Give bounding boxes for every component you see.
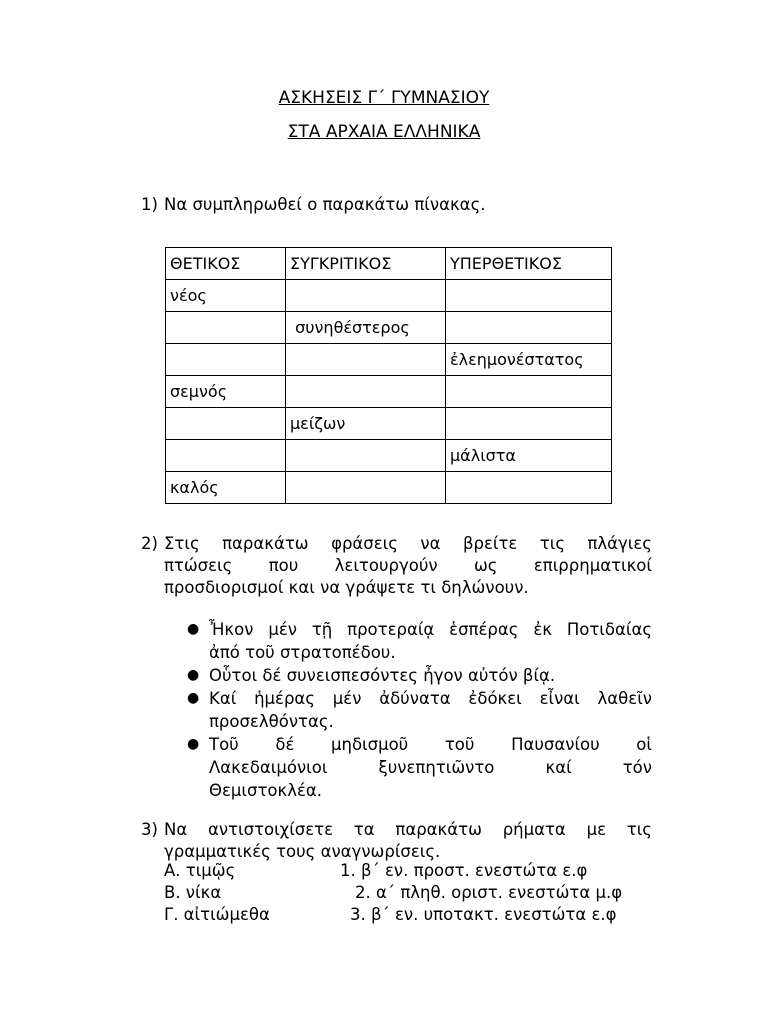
table-cell (446, 376, 612, 408)
table-cell: καλός (166, 472, 286, 504)
table-cell: μείζων (286, 408, 446, 440)
list-item-line: ἀπό τοῦ στρατοπέδου. (209, 643, 396, 662)
table-cell (286, 376, 446, 408)
table-header-cell: ΘΕΤΙΚΟΣ (166, 248, 286, 280)
table-cell: μάλιστα (446, 440, 612, 472)
table-cell (166, 408, 286, 440)
bullet-icon: ● (187, 736, 200, 752)
verb-item: Α. τιμῷς (164, 861, 236, 880)
question-1-text: Να συμπληρωθεί ο παρακάτω πίνακας. (164, 195, 486, 214)
table-row (166, 408, 612, 440)
question-3-line-1: Να αντιστοιχίσετε τα παρακάτω ρήματα με τις (164, 820, 652, 839)
table-cell (166, 312, 286, 344)
title-line-1: ΑΣΚΗΣΕΙΣ Γ΄ ΓΥΜΝΑΣΙΟΥ (278, 88, 490, 108)
title-line-2: ΣΤΑ ΑΡΧΑΙΑ ΕΛΛΗΝΙΚΑ (287, 122, 481, 142)
match-row (164, 904, 664, 926)
grammar-item: 2. α΄ πληθ. οριστ. ενεστώτα μ.φ (355, 883, 623, 902)
comparison-table (165, 247, 612, 504)
matching-pairs (164, 860, 664, 926)
list-item-line: Ἦκον μέν τῇ προτεραίᾳ ἑσπέρας ἐκ Ποτιδαίας (209, 620, 652, 639)
grammar-item: 3. β΄ εν. υποτακτ. ενεστώτα ε.φ (350, 905, 617, 924)
table-row (166, 440, 612, 472)
table-cell (446, 312, 612, 344)
question-2-number: 2) (141, 534, 158, 553)
match-row (164, 882, 664, 904)
list-item (185, 733, 652, 802)
question-1-number: 1) (141, 195, 158, 214)
table-cell (286, 440, 446, 472)
phrase-list (185, 618, 652, 802)
table-cell (446, 472, 612, 504)
table-cell: σεμνός (166, 376, 286, 408)
bullet-icon: ● (187, 667, 200, 683)
verb-item: Β. νίκα (164, 883, 222, 902)
bullet-icon: ● (187, 690, 200, 706)
table-cell (286, 472, 446, 504)
table-cell: νέος (166, 280, 286, 312)
list-item (185, 618, 652, 664)
table-row (166, 280, 612, 312)
question-3-line-2: γραμματικές τους αναγνωρίσεις. (164, 842, 441, 861)
list-item-line: προσελθόντας. (209, 712, 334, 731)
list-item-line: Καί ἡμέρας μέν ἀδύνατα ἐδόκει εἶναι λαθεῖν (209, 689, 652, 708)
question-2 (141, 533, 652, 599)
bullet-icon: ● (187, 621, 200, 637)
table-cell: ἐλεημονέστατος (446, 344, 612, 376)
table-cell (286, 280, 446, 312)
table-cell (446, 280, 612, 312)
table-row (166, 312, 612, 344)
question-3-number: 3) (141, 820, 158, 839)
question-2-line-3: προσδιορισμοί και να γράψετε τι δηλώνουν. (164, 578, 529, 597)
list-item-line: Τοῦ δέ μηδισμοῦ τοῦ Παυσανίου οἱ (209, 735, 652, 754)
question-2-line-2: πτώσεις που λειτουργούν ως επιρρηματικοί (164, 556, 652, 575)
match-row (164, 860, 664, 882)
table-header-row (166, 248, 612, 280)
list-item (185, 687, 652, 733)
table-cell (166, 440, 286, 472)
table-cell (166, 344, 286, 376)
table-row (166, 376, 612, 408)
table-row (166, 472, 612, 504)
question-1 (141, 194, 486, 216)
list-item-line: Οὗτοι δέ συνεισπεσόντες ἦγον αὐτόν βίᾳ. (209, 666, 556, 685)
table-header-cell: ΥΠΕΡΘΕΤΙΚΟΣ (446, 248, 612, 280)
list-item (185, 664, 652, 687)
table-row (166, 344, 612, 376)
question-3 (141, 819, 652, 863)
table-cell (446, 408, 612, 440)
table-cell: συνηθέστερος (286, 312, 446, 344)
grammar-item: 1. β΄ εν. προστ. ενεστώτα ε.φ (340, 861, 588, 880)
table-header-cell: ΣΥΓΚΡΙΤΙΚΟΣ (286, 248, 446, 280)
verb-item: Γ. αἰτιώμεθα (164, 905, 270, 924)
question-2-line-1: Στις παρακάτω φράσεις να βρείτε τις πλάγιες (164, 534, 652, 553)
list-item-line: Λακεδαιμόνιοι ξυνεπητιῶντο καί τόν (209, 758, 652, 777)
list-item-line: Θεμιστοκλέα. (209, 781, 323, 800)
table-cell (286, 344, 446, 376)
